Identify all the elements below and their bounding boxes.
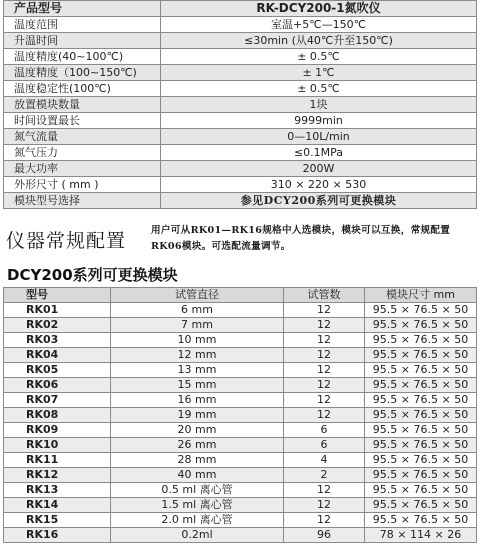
modules-cell: 28 mm [111,453,284,468]
modules-cell: 95.5 × 76.5 × 50 [365,333,477,348]
modules-cell: RK03 [4,333,111,348]
modules-cell: RK05 [4,363,111,378]
spec-row [4,177,477,193]
spec-row [4,49,477,65]
spec-row [4,17,477,33]
spec-row [4,65,477,81]
modules-row [4,363,477,378]
spec-value: 1块 [161,97,477,113]
modules-row [4,438,477,453]
spec-value: ± 0.5℃ [161,49,477,65]
modules-row [4,498,477,513]
spec-value: 9999min [161,113,477,129]
modules-row [4,513,477,528]
modules-row [4,393,477,408]
spec-label: 温度稳定性(100℃) [4,81,161,97]
spec-value: 0—10L/min [161,129,477,145]
modules-cell: 95.5 × 76.5 × 50 [365,423,477,438]
modules-cell: 26 mm [111,438,284,453]
spec-value: ≤30min (从40℃升至150℃) [161,33,477,49]
modules-cell: 6 [284,438,365,453]
modules-row [4,468,477,483]
modules-cell: 95.5 × 76.5 × 50 [365,453,477,468]
spec-value: ± 1℃ [161,65,477,81]
modules-cell: RK06 [4,378,111,393]
modules-cell: 0.5 ml 离心管 [111,483,284,498]
modules-header-cell: 模块尺寸 mm [365,288,477,303]
modules-row [4,408,477,423]
modules-cell: RK07 [4,393,111,408]
spec-label: 氮气压力 [4,145,161,161]
modules-row [4,303,477,318]
modules-cell: 15 mm [111,378,284,393]
spec-value: RK-DCY200-1氮吹仪 [161,1,477,17]
modules-cell: 95.5 × 76.5 × 50 [365,468,477,483]
config-title: 仪器常规配置 [6,230,127,252]
modules-cell: 12 [284,378,365,393]
modules-cell: RK14 [4,498,111,513]
modules-cell: RK01 [4,303,111,318]
modules-cell: RK12 [4,468,111,483]
spec-row [4,33,477,49]
modules-header-cell: 试管数 [284,288,365,303]
spec-value: 200W [161,161,477,177]
modules-header-row [4,288,477,303]
spec-label: 模块型号选择 [4,193,161,209]
modules-cell: 10 mm [111,333,284,348]
modules-cell: 95.5 × 76.5 × 50 [365,303,477,318]
spec-label: 温度精度(40~100℃) [4,49,161,65]
modules-cell: RK08 [4,408,111,423]
modules-cell: 12 [284,318,365,333]
modules-cell: 12 [284,408,365,423]
modules-cell: 4 [284,453,365,468]
modules-cell: 95.5 × 76.5 × 50 [365,363,477,378]
config-text: 用户可从RK01—RK16规格中人选模块，模块可以互换，常规配置RK06模块。可选配流量调节。 [151,225,451,252]
spec-row [4,129,477,145]
modules-row [4,333,477,348]
modules-cell: 7 mm [111,318,284,333]
modules-cell: 19 mm [111,408,284,423]
modules-row [4,453,477,468]
modules-cell: RK11 [4,453,111,468]
modules-cell: 13 mm [111,363,284,378]
modules-cell: 96 [284,528,365,543]
modules-cell: 40 mm [111,468,284,483]
modules-cell: RK15 [4,513,111,528]
spec-label: 升温时间 [4,33,161,49]
spec-row [4,193,477,209]
modules-cell: 95.5 × 76.5 × 50 [365,483,477,498]
spec-label: 最大功率 [4,161,161,177]
modules-header-cell: 型号 [4,288,111,303]
spec-label: 放置模块数量 [4,97,161,113]
spec-row [4,97,477,113]
spec-label: 时间设置最长 [4,113,161,129]
spec-label: 温度精度（100~150℃) [4,65,161,81]
modules-row [4,348,477,363]
modules-cell: 12 [284,498,365,513]
modules-cell: 0.2ml [111,528,284,543]
modules-cell: 12 [284,483,365,498]
modules-cell: 95.5 × 76.5 × 50 [365,393,477,408]
modules-cell: RK02 [4,318,111,333]
modules-cell: 12 [284,363,365,378]
spec-value: ≤0.1MPa [161,145,477,161]
modules-cell: 12 [284,333,365,348]
modules-cell: 95.5 × 76.5 × 50 [365,438,477,453]
modules-cell: 12 [284,513,365,528]
spec-value: 310 × 220 × 530 [161,177,477,193]
modules-cell: 78 × 114 × 26 [365,528,477,543]
modules-cell: 16 mm [111,393,284,408]
modules-cell: 12 mm [111,348,284,363]
modules-cell: 95.5 × 76.5 × 50 [365,498,477,513]
modules-row [4,528,477,543]
modules-cell: 12 [284,393,365,408]
modules-cell: 12 [284,303,365,318]
modules-cell: 95.5 × 76.5 × 50 [365,408,477,423]
spec-label: 氮气流量 [4,129,161,145]
spec-row [4,81,477,97]
modules-row [4,378,477,393]
modules-row [4,318,477,333]
modules-cell: 95.5 × 76.5 × 50 [365,348,477,363]
spec-row [4,145,477,161]
modules-cell: 12 [284,348,365,363]
modules-cell: 6 [284,423,365,438]
modules-cell: 95.5 × 76.5 × 50 [365,378,477,393]
modules-title: DCY200系列可更换模块 [7,266,178,284]
spec-label: 温度范围 [4,17,161,33]
modules-cell: 20 mm [111,423,284,438]
spec-row [4,161,477,177]
modules-row [4,483,477,498]
modules-cell: 2 [284,468,365,483]
spec-row [4,113,477,129]
spec-row [4,1,477,17]
modules-cell: RK09 [4,423,111,438]
modules-cell: 6 mm [111,303,284,318]
spec-value: 参见DCY200系列可更换模块 [161,193,477,209]
modules-cell: 95.5 × 76.5 × 50 [365,513,477,528]
spec-table [3,0,477,209]
modules-cell: RK13 [4,483,111,498]
spec-label: 产品型号 [4,1,161,17]
spec-value: 室温+5℃—150℃ [161,17,477,33]
spec-label: 外形尺寸 ( mm ) [4,177,161,193]
modules-table [3,287,477,543]
modules-cell: RK10 [4,438,111,453]
spec-value: ± 0.5℃ [161,81,477,97]
modules-cell: RK04 [4,348,111,363]
modules-cell: 1.5 ml 离心管 [111,498,284,513]
modules-cell: 95.5 × 76.5 × 50 [365,318,477,333]
modules-cell: RK16 [4,528,111,543]
modules-header-cell: 试管直径 [111,288,284,303]
modules-row [4,423,477,438]
modules-cell: 2.0 ml 离心管 [111,513,284,528]
